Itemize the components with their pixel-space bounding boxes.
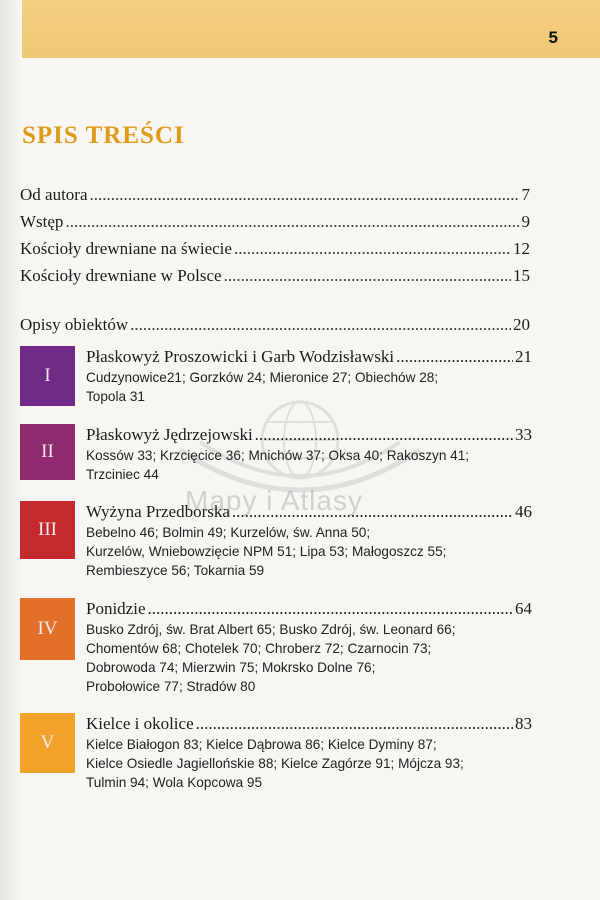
- section-badge: [20, 501, 75, 559]
- section-badge: [20, 346, 75, 406]
- places-line: Kossów 33; Krzcięcice 36; Mnichów 37; Oksa 40; Rakoszyn 41;: [86, 448, 470, 463]
- section-2[interactable]: [20, 424, 532, 504]
- toc-entry-page: 15: [513, 266, 530, 285]
- dot-leader: [65, 211, 519, 233]
- toc-entry-page: 12: [513, 239, 530, 258]
- dot-leader: [90, 184, 520, 206]
- section-places: [86, 368, 536, 406]
- section-places: [86, 620, 536, 696]
- dot-leader: [232, 501, 513, 523]
- dot-leader: [234, 238, 511, 260]
- toc-entry-label: Kościoły drewniane na świecie: [20, 239, 232, 258]
- dot-leader: [396, 346, 513, 368]
- section-5[interactable]: [20, 713, 532, 793]
- section-1[interactable]: [20, 346, 532, 426]
- section-page: 21: [515, 347, 532, 366]
- section-badge: [20, 598, 75, 660]
- places-line: Tulmin 94; Wola Kopcowa 95: [86, 775, 263, 790]
- toc-entry-opisy-obiektow[interactable]: [20, 314, 530, 336]
- section-places: [86, 446, 536, 484]
- section-page: 64: [515, 599, 532, 618]
- section-title: Wyżyna Przedborska: [86, 502, 230, 521]
- section-3[interactable]: [20, 501, 532, 581]
- toc-entry-od-autora[interactable]: [20, 184, 530, 206]
- toc-entry-label: Od autora: [20, 185, 88, 204]
- places-line: Kielce Osiedle Jagiellońskie 88; Kielce Zagórze 91; Mójcza 93;: [86, 756, 464, 771]
- page-edge-shadow: [0, 0, 22, 900]
- dot-leader: [130, 314, 511, 336]
- places-line: Topola 31: [86, 389, 145, 404]
- section-heading: [86, 501, 532, 523]
- section-title: Ponidzie: [86, 599, 146, 618]
- dot-leader: [148, 598, 514, 620]
- toc-entry-page: 9: [521, 212, 530, 231]
- section-heading: [86, 598, 532, 620]
- dot-leader: [255, 424, 513, 446]
- section-places: [86, 523, 536, 580]
- places-line: Cudzynowice21; Gorzków 24; Mieronice 27; Obiechów 28;: [86, 370, 439, 385]
- page-number: 5: [548, 28, 558, 47]
- watermark-text: Mapy i Atlasy: [185, 485, 363, 516]
- toc-entry-page: 7: [521, 185, 530, 204]
- places-line: Bebelno 46; Bolmin 49; Kurzelów, św. Anna 50;: [86, 525, 371, 540]
- places-line: Rembieszyce 56; Tokarnia 59: [86, 563, 265, 578]
- section-numeral: II: [41, 441, 54, 462]
- section-heading: [86, 424, 532, 446]
- places-line: Chomentów 68; Chotelek 70; Chroberz 72; Czarnocin 73;: [86, 641, 432, 656]
- section-title: Płaskowyż Proszowicki i Garb Wodzisławski: [86, 347, 395, 366]
- toc-entry-koscioly-polska[interactable]: [20, 265, 530, 287]
- section-badge: [20, 424, 75, 480]
- places-line: Kielce Białogon 83; Kielce Dąbrowa 86; Kielce Dyminy 87;: [86, 737, 437, 752]
- header-band: [22, 0, 600, 58]
- section-badge: [20, 713, 75, 773]
- section-numeral: I: [44, 365, 51, 386]
- places-line: Dobrowoda 74; Mierzwin 75; Mokrsko Dolne 76;: [86, 660, 376, 675]
- section-title: Kielce i okolice: [86, 714, 194, 733]
- section-page: 33: [515, 425, 532, 444]
- toc-entry-wstep[interactable]: [20, 211, 530, 233]
- page-title: SPIS TREŚCI: [22, 122, 185, 149]
- section-numeral: IV: [37, 618, 58, 639]
- section-heading: [86, 346, 532, 368]
- places-line: Kurzelów, Wniebowzięcie NPM 51; Lipa 53; Małogoszcz 55;: [86, 544, 447, 559]
- section-numeral: V: [40, 732, 55, 753]
- section-numeral: III: [38, 519, 57, 540]
- toc-entry-page: 20: [513, 315, 530, 334]
- section-4[interactable]: [20, 598, 532, 698]
- toc-entry-label: Opisy obiektów: [20, 315, 129, 334]
- section-heading: [86, 713, 532, 735]
- dot-leader: [196, 713, 513, 735]
- section-title: Płaskowyż Jędrzejowski: [86, 425, 253, 444]
- toc-entry-koscioly-swiat[interactable]: [20, 238, 530, 260]
- section-places: [86, 735, 536, 792]
- places-line: Busko Zdrój, św. Brat Albert 65; Busko Zdrój, św. Leonard 66;: [86, 622, 456, 637]
- section-page: 46: [515, 502, 532, 521]
- dot-leader: [224, 265, 511, 287]
- places-line: Probołowice 77; Stradów 80: [86, 679, 256, 694]
- toc-entry-label: Kościoły drewniane w Polsce: [20, 266, 222, 285]
- toc-entry-label: Wstęp: [20, 212, 64, 231]
- section-page: 83: [515, 714, 532, 733]
- places-line: Trzciniec 44: [86, 467, 159, 482]
